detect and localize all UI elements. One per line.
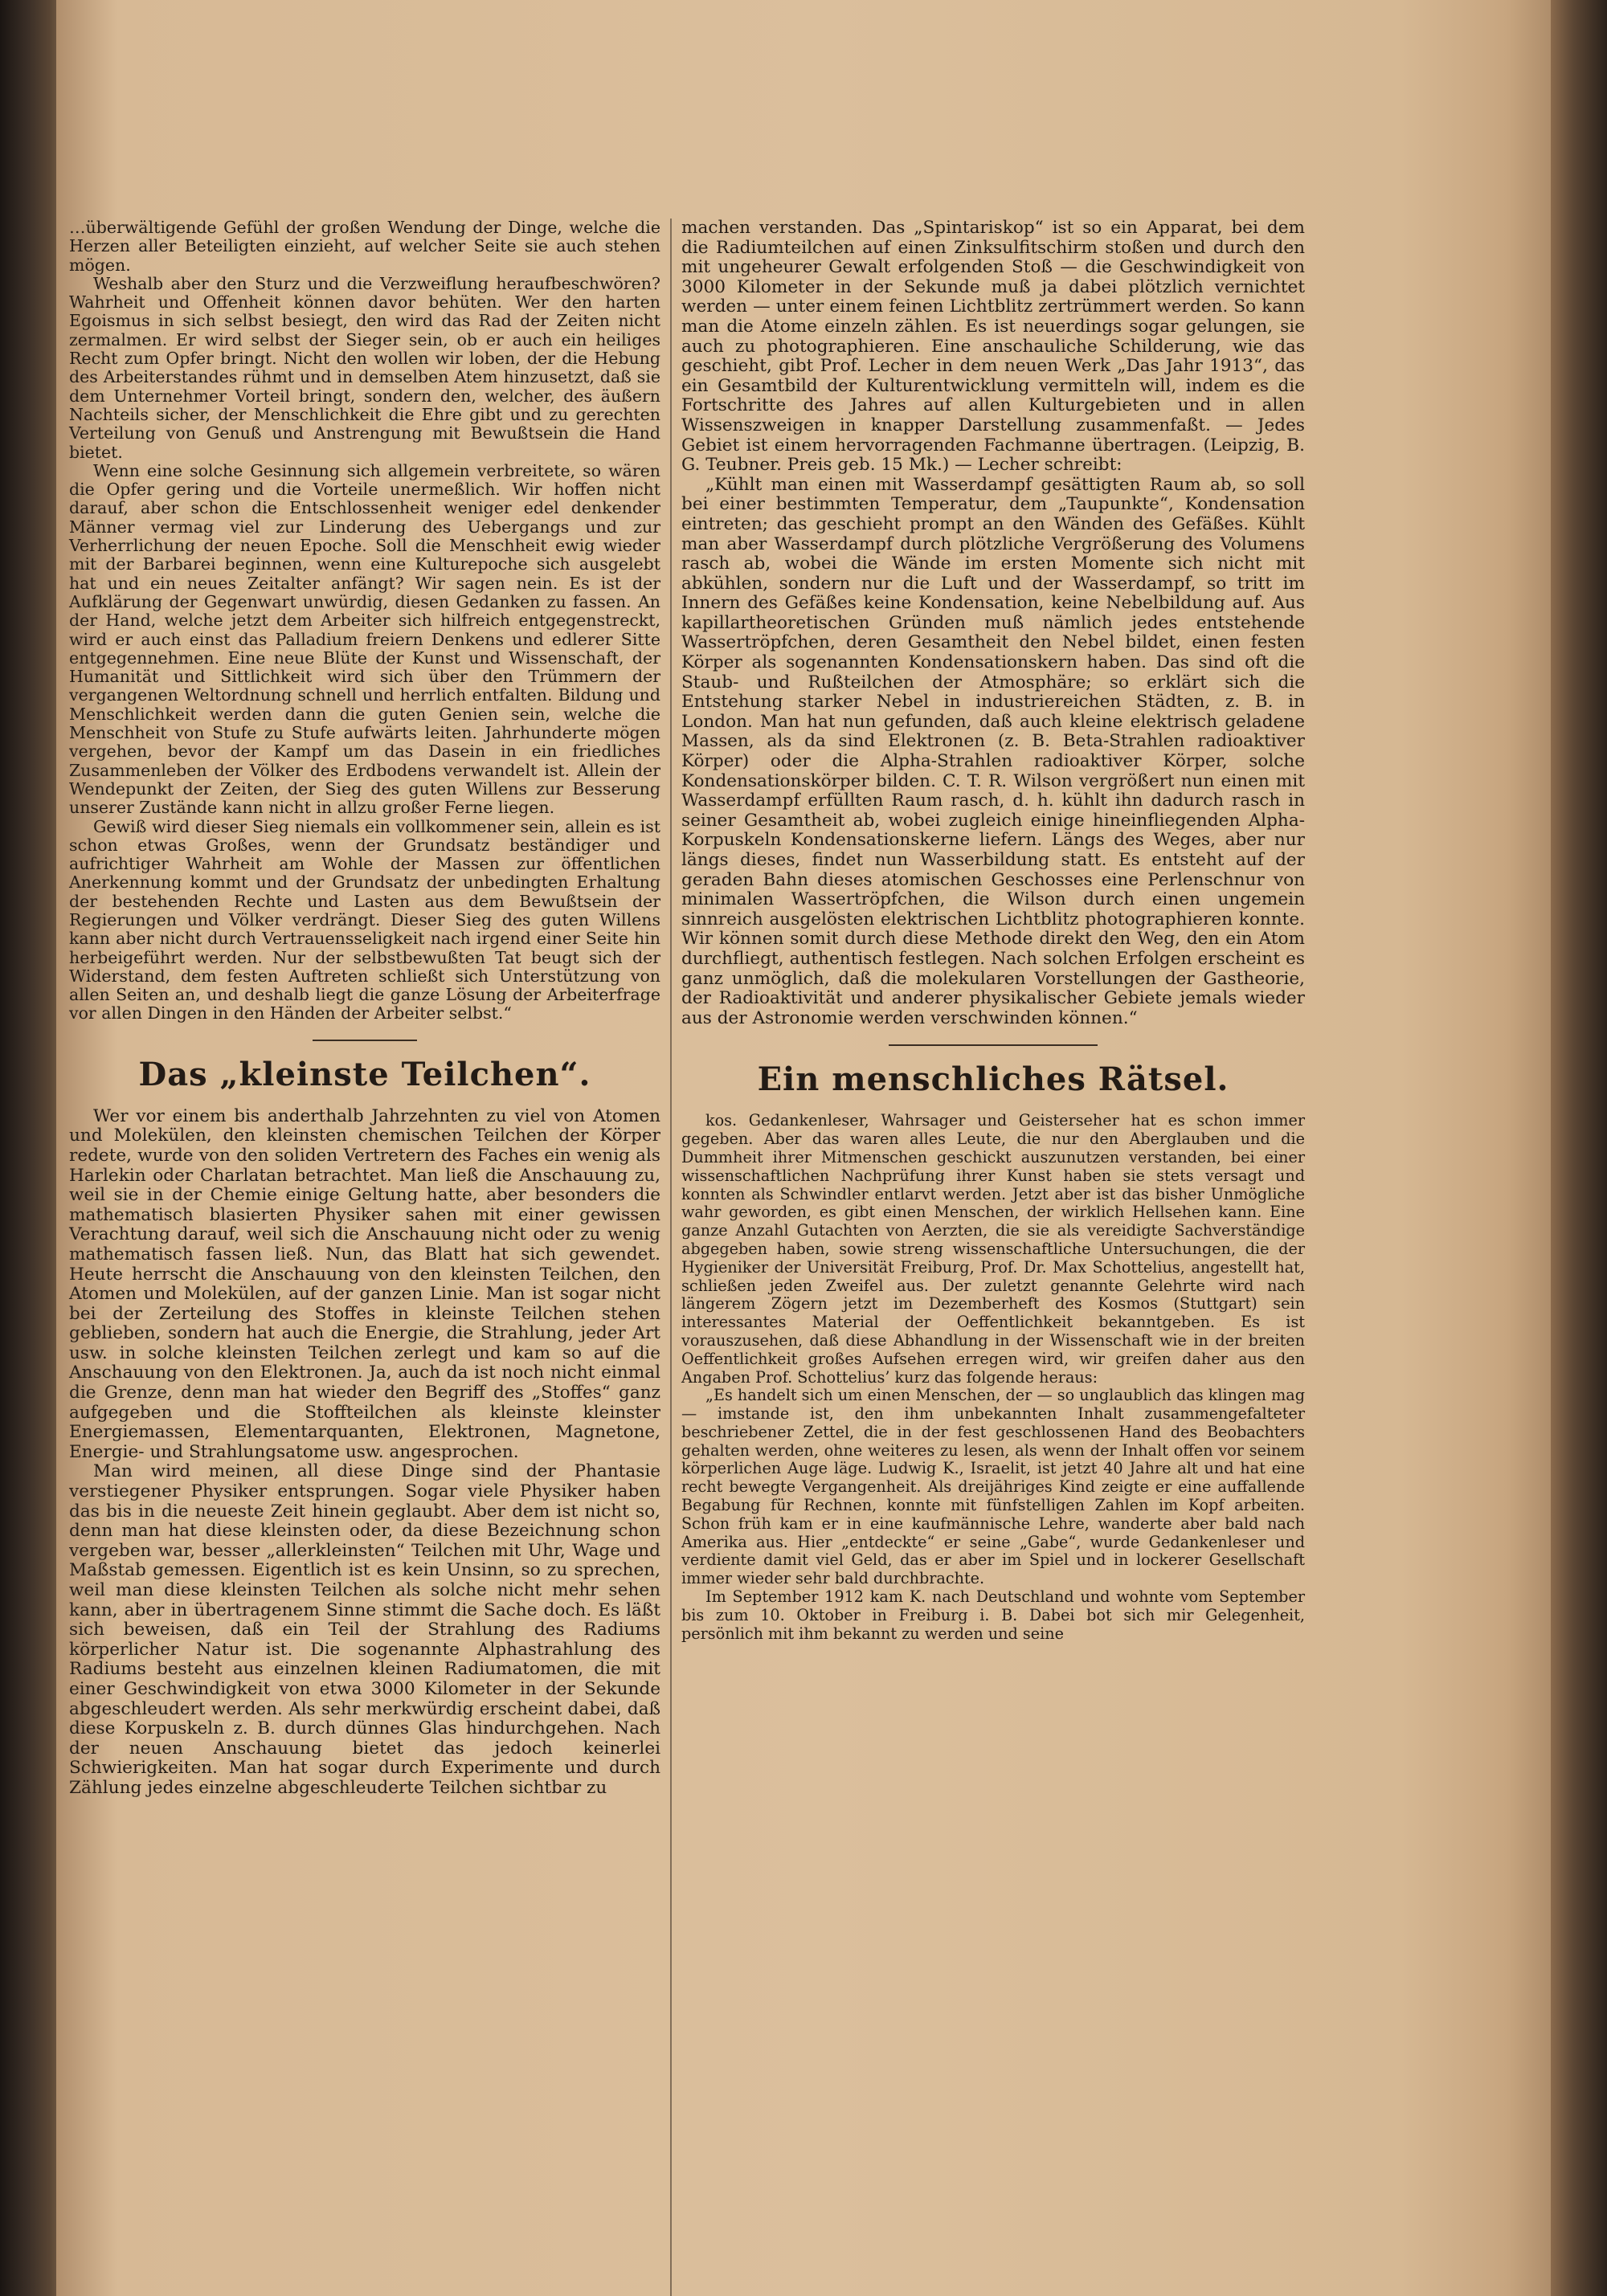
column-divider [670, 219, 672, 2296]
page-edge [1551, 0, 1607, 2296]
paragraph: Wenn eine solche Gesinnung sich allgemein verbreitete, so wären die Opfer gering und die Vorteile unermeßlich. Wir hoffen nicht darauf, aber schon die Entschlossenheit weniger edel denkender Männer vermag viel zur Linderung des Uebergangs und zur Verherrlichung der neuen Epoche. Soll die Menschheit ewig wieder mit der Barbarei beginnen, wenn eine Kulturepoche sich ausgelebt hat und ein neues Zeitalter anfängt? Wir sagen nein. Es ist der Aufklärung der Gegenwart unwürdig, diesen Gedanken zu fassen. An der Hand, welche jetzt dem Arbeiter sich hilfreich entgegenstreckt, wird er auch einst das Palladium freiern Denkens und edlerer Sitte entgegennehmen. Eine neue Blüte der Kunst und Wissenschaft, der Humanität und Sittlichkeit wird sich über den Trümmern der vergangenen Weltordnung schnell und herrlich entfalten. Bildung und Menschlichkeit werden dann die guten Genien sein, welche die Menschheit von Stufe zu Stufe aufwärts leiten. Jahrhunderte mögen vergehen, bevor der Kampf um das Dasein in ein friedliches Zusammenleben der Völker des Erdbodens verwandelt ist. Allein der Wendepunkt der Zeiten, der Sieg des guten Willens zur Besserung unserer Zustände kann nicht in allzu großer Ferne liegen. [69, 460, 660, 818]
book-binding [0, 0, 63, 2296]
right-column [681, 219, 1305, 1643]
section-rule [889, 1044, 1098, 1046]
paragraph: „Es handelt sich um einen Menschen, der — so unglaublich das klingen mag — imstande ist, den ihm unbekannten Inhalt zusammengefalteter beschriebener Zettel, die in der fest geschlossenen Hand des Beobachters gehalten werden, ohne weiteres zu lesen, als wenn der Inhalt offen vor seinem körperlichen Auge läge. Ludwig K., Israelit, ist jetzt 40 Jahre alt und hat eine recht bewegte Vergangenheit. Als dreijähriges Kind zeigte er eine auffallende Begabung für Rechnen, konnte mit fünfstelligen Zahlen im Kopf arbeiten. Schon früh kam er in eine kaufmännische Lehre, wanderte aber bald nach Amerika aus. Hier „entdeckte“ er seine „Gabe“, wurde Gedankenleser und verdiente damit viel Geld, das er aber im Spiel und in lockerer Gesellschaft immer wieder sehr bald durchbrachte. [681, 1386, 1305, 1588]
article-continuation [69, 219, 660, 1023]
article-headline: Das „kleinste Teilchen“. [138, 1055, 591, 1093]
paragraph: Gewiß wird dieser Sieg niemals ein vollkommener sein, allein es ist schon etwas Großes, wenn der Grundsatz beständiger und aufrichtiger Wahrheit am Wohle der Massen zur öffentlichen Anerkennung kommt und der Grundsatz der unbedingten Erhaltung der bestehenden Rechte und Lasten aus dem Bewußtsein der Regierungen und Völker verdrängt. Dieser Sieg des guten Willens kann aber nicht durch Vertrauensseligkeit nach irgend einer Seite hin herbeigeführt werden. Nur der selbstbewußten Tat beugt sich der Widerstand, dem festen Auftreten schließt sich Unterstützung von allen Seiten an, und deshalb liegt die ganze Lösung der Arbeiterfrage vor allen Dingen in den Händen der Arbeiter selbst.“ [69, 816, 660, 1023]
article-body [681, 1112, 1305, 1643]
paragraph: kos. Gedankenleser, Wahrsager und Geisterseher hat es schon immer gegeben. Aber das waren alles Leute, die nur den Aberglauben und die Dummheit ihrer Mitmenschen geschickt auszunutzen verstanden, bei einer wissenschaftlichen Nachprüfung ihrer Kunst haben sie stets versagt und konnten als Schwindler entlarvt werden. Jetzt aber ist das bisher Unmögliche wahr geworden, es gibt einen Menschen, der wirklich Hellsehen kann. Eine ganze Anzahl Gutachten von Aerzten, die sie als vereidigte Sachverständige abgegeben haben, sowie streng wissenschaftliche Untersuchungen, die der Hygieniker der Universität Freiburg, Prof. Dr. Max Schottelius, angestellt hat, schließen jeden Zweifel aus. Der zuletzt genannte Gelehrte wird nach längerem Zögern jetzt im Dezemberheft des Kosmos (Stuttgart) sein interessantes Material der Oeffentlichkeit bekanntgeben. Es ist vorauszusehen, daß diese Abhandlung in der Wissenschaft wie in der breiten Oeffentlichkeit großes Aufsehen erregen wird, wir greifen daher aus den Angaben Prof. Schottelius’ kurz das folgende heraus: [681, 1111, 1305, 1387]
paragraph: „Kühlt man einen mit Wasserdampf gesättigten Raum ab, so soll bei einer bestimmten Temperatur, dem „Taupunkte“, Kondensation eintreten; das geschieht prompt an den Wänden des Gefäßes. Kühlt man aber Wasserdampf durch plötzliche Vergrößerung des Volumens rasch ab, wobei die Wände im ersten Momente sich nicht mit abkühlen, sondern nur die Luft und der Wasserdampf, so tritt im Innern des Gefäßes keine Kondensation, keine Nebelbildung auf. Aus kapillartheoretischen Gründen muß nämlich jedes entstehende Wassertröpfchen, deren Gesamtheit den Nebel bildet, einen festen Körper als sogenannten Kondensationskern haben. Das sind oft die Staub- und Rußteilchen der Atmosphäre; so erklärt sich die Entstehung starker Nebel in industriereichen Städten, z. B. in London. Man hat nun gefunden, daß auch kleine elektrisch geladene Massen, als da sind Elektronen (z. B. Beta-Strahlen radioaktiver Körper) oder die Alpha-Strahlen radioaktiver Körper, solche Kondensationskörper bilden. C. T. R. Wilson vergrößert nun einen mit Wasserdampf erfüllten Raum rasch, d. h. kühlt ihn dadurch rasch in seiner Gesamtheit ab, wobei zugleich einige hineinfliegenden Alpha-Korpuskeln Kondensationskerne liefern. Längs des Weges, aber nur längs dieses, findet nun Wasserbildung statt. Es entsteht auf der geraden Bahn dieses atomischen Geschosses eine Perlenschnur von minimalen Wassertröpfchen, die Wilson durch einen ungemein sinnreich ausgelösten elektrischen Lichtblitz photographieren konnte. Wir können somit durch diese Methode direkt den Weg, den ein Atom durchfliegt, authentisch festlegen. Nach solchen Erfolgen erscheint es ganz unmöglich, daß die molekularen Vorstellungen der Gastheorie, der Radioaktivität und anderer physikalischer Gebiete jemals wieder aus der Astronomie werden verschwinden können.“ [681, 474, 1305, 1028]
section-rule [313, 1040, 417, 1041]
paragraph: Man wird meinen, all diese Dinge sind der Phantasie verstiegener Physiker entsprungen. Sogar viele Physiker haben das bis in die neueste Zeit hinein geglaubt. Aber dem ist nicht so, denn man hat diese kleinsten oder, da diese Bezeichnung schon vergeben war, besser „allerkleinsten“ Teilchen mit Uhr, Wage und Maßstab gemessen. Eigentlich ist es kein Unsinn, so zu sprechen, weil man diese kleinsten Teilchen als solche nicht mehr sehen kann, aber in übertragenem Sinne stimmt die Sache doch. Es läßt sich beweisen, daß ein Teil der Strahlung des Radiums körperlicher Natur ist. Die sogenannte Alphastrahlung des Radiums besteht aus einzelnen kleinen Radiumatomen, die mit einer Geschwindigkeit von etwa 3000 Kilometer in der Sekunde abgeschleudert werden. Als sehr merkwürdig erscheint dabei, daß diese Korpuskeln z. B. durch dünnes Glas hindurchgehen. Nach der neuen Anschauung bietet das jedoch keinerlei Schwierigkeiten. Man hat sogar durch Experimente und durch Zählung jedes einzelne abgeschleuderte Teilchen sichtbar zu [69, 1461, 660, 1798]
paragraph: …überwältigende Gefühl der großen Wendung der Dinge, welche die Herzen aller Beteiligten einzieht, auf welcher Seite sie auch stehen mögen. [69, 218, 660, 275]
paragraph: Im September 1912 kam K. nach Deutschland und wohnte vom September bis zum 10. Oktober in Freiburg i. B. Dabei bot sich mir Gelegenheit, persönlich mit ihm bekannt zu werden und seine [681, 1587, 1305, 1643]
paragraph: Weshalb aber den Sturz und die Verzweiflung heraufbeschwören? Wahrheit und Offenheit können davor behüten. Wer den harten Egoismus in sich selbst besiegt, den wird das Rad der Zeiten nicht zermalmen. Er wird selbst der Sieger sein, ob er auch ein heiliges Recht zum Opfer bringt. Nicht den wollen wir loben, der die Hebung des Arbeiterstandes rühmt und in demselben Atem hinzusetzt, daß sie dem Unternehmer Vorteil bringt, sondern den, welcher, des äußern Nachteils sicher, der Menschlichkeit die Ehre gibt und zu gerechten Verteilung von Genuß und Anstrengung mit Bewußtsein die Hand bietet. [69, 273, 660, 462]
article-headline: Ein menschliches Rätsel. [757, 1060, 1229, 1099]
left-column [69, 219, 660, 1799]
paragraph: machen verstanden. Das „Spintariskop“ ist so ein Apparat, bei dem die Radiumteilchen auf einen Zinksulfitschirm stoßen und durch den mit ungeheurer Gewalt erfolgenden Stoß — die Geschwindigkeit von 3000 Kilometer in der Sekunde muß ja dabei plötzlich vernichtet werden — unter einem feinen Lichtblitz zertrümmert werden. So kann man die Atome einzeln zählen. Es ist neuerdings sogar gelungen, sie auch zu photographieren. Eine anschauliche Schilderung, wie das geschieht, gibt Prof. Lecher in dem neuen Werk „Das Jahr 1913“, das ein Gesamtbild der Kulturentwicklung vermitteln will, indem es die Fortschritte des Jahres auf allen Kulturgebieten und in allen Wissenszweigen in knapper Darstellung zusammenfaßt. — Jedes Gebiet ist einem hervorragenden Fachmanne übertragen. (Leipzig, B. G. Teubner. Preis geb. 15 Mk.) — Lecher schreibt: [681, 218, 1305, 476]
paragraph: Wer vor einem bis anderthalb Jahrzehnten zu viel von Atomen und Molekülen, den kleinsten chemischen Teilchen der Körper redete, wurde von den soliden Vertretern des Faches ein wenig als Harlekin oder Charlatan betrachtet. Man ließ die Anschauung zu, weil sie in der Chemie einige Geltung hatte, aber besonders die mathematisch blasierten Physiker sahen mit einer gewissen Verachtung darauf, weil sich die Anschauung nicht oder zu wenig mathematisch fassen ließ. Nun, das Blatt hat sich gewendet. Heute herrscht die Anschauung von den kleinsten Teilchen, den Atomen und Molekülen, auf der ganzen Linie. Man ist sogar nicht bei der Zerteilung des Stoffes in kleinste Teilchen stehen geblieben, sondern hat auch die Energie, die Strahlung, jeder Art usw. in solche kleinsten Teilchen zerlegt und kam so auf die Anschauung von den Elektronen. Ja, auch da ist noch nicht einmal die Grenze, denn man hat wieder den Begriff des „Stoffes“ ganz aufgegeben und die Stoffteilchen als kleinste kleinster Energiemassen, Elementarquanten, Elektronen, Magnetone, Energie- und Strahlungsatome usw. angesprochen. [69, 1105, 660, 1462]
